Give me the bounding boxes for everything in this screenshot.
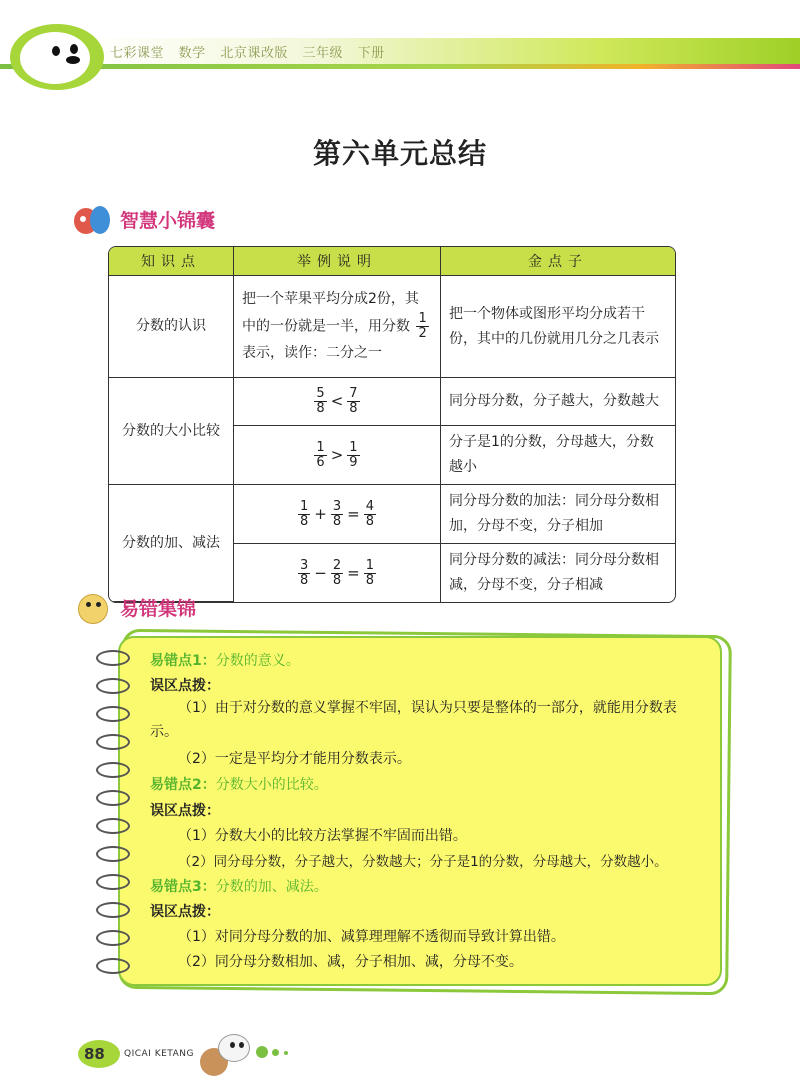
knowledge-point-cell: 分数的认识 (109, 276, 234, 378)
page-title: 第六单元总结 (312, 137, 487, 170)
example-cell (234, 426, 441, 485)
tip-cell: 把一个物体或图形平均分成若干份，其中的几份就用几分之几表示 (441, 276, 675, 378)
hint-item: （1）对同分母分数的加、减算理理解不透彻而导致计算出错。 (178, 929, 565, 945)
header-brand: 七彩课堂 (110, 46, 165, 61)
spiral-ring-icon (96, 678, 130, 694)
spiral-ring-icon (96, 958, 130, 974)
footer-mascot-icon (196, 1032, 252, 1078)
table-row (109, 485, 675, 544)
hint-label: 误区点拨： (150, 904, 220, 920)
tip-cell: 同分母分数的加法：同分母分数相加，分母不变，分子相加 (441, 485, 675, 544)
example-cell (234, 485, 441, 544)
spiral-ring-icon (96, 846, 130, 862)
fraction: $\frac{7}{8}$ (349, 386, 358, 416)
fraction: $\frac{3}{8}$ (332, 498, 342, 529)
knowledge-point-cell: 分数的大小比较 (109, 378, 234, 485)
fraction: $\frac{1}{8}$ (365, 557, 374, 588)
table-row (109, 276, 675, 378)
footer-dot-icon (272, 1049, 279, 1056)
section-errors-heading (72, 590, 196, 624)
fraction: $\frac{3}{8}$ (300, 557, 309, 588)
operator: − (314, 563, 327, 582)
footer-brand: QICAI KETANG (124, 1049, 194, 1059)
table-header-cell: 金点子 (441, 247, 675, 276)
tip-cell: 同分母分数，分子越大，分数越大 (441, 378, 675, 426)
mascot-eye-icon (70, 44, 78, 54)
table-row (109, 378, 675, 426)
spiral-binding (96, 650, 140, 980)
equals-sign: = (347, 563, 360, 582)
spiral-ring-icon (96, 706, 130, 722)
hint-item: （2）同分母分数相加、减，分子相加、减，分母不变。 (178, 954, 523, 970)
fraction: $\frac{4}{8}$ (365, 498, 374, 529)
header-rule (0, 64, 800, 69)
error-point-1: 易错点1：分数的意义。 (150, 653, 300, 669)
example-text: 把一个苹果平均分成2份，其中的一份就是一半，用分数 (242, 291, 419, 335)
table-header-cell: 举例说明 (234, 247, 441, 276)
spiral-ring-icon (96, 762, 130, 778)
error-point-2: 易错点2：分数大小的比较。 (150, 777, 328, 793)
hint-item: （1）由于对分数的意义掌握不牢固，误认为只要是整体的一部分，就能用分数表示。 (150, 700, 677, 740)
footer-dot-icon (284, 1051, 288, 1055)
header-grade: 三年级 (302, 46, 343, 61)
section-knowledge-title: 智慧小锦囊 (120, 209, 216, 232)
header-subject: 数学 (178, 46, 206, 61)
operator: < (330, 392, 344, 410)
hint-item: （2）一定是平均分才能用分数表示。 (178, 751, 411, 767)
section-errors-title: 易错集锦 (120, 597, 197, 620)
mascot-nose-icon (66, 56, 80, 64)
spiral-ring-icon (96, 734, 130, 750)
header-term: 下册 (357, 46, 385, 61)
knowledge-point-cell: 分数的加、减法 (109, 485, 234, 602)
spiral-ring-icon (96, 818, 130, 834)
example-cell (234, 378, 441, 426)
spiral-ring-icon (96, 650, 130, 666)
example-cell (234, 276, 441, 378)
mascot-eye-icon (52, 46, 60, 56)
section-knowledge-heading (72, 202, 215, 236)
operator: > (330, 445, 344, 464)
table-header-cell: 知识点 (109, 247, 234, 276)
fraction: $\frac{2}{8}$ (332, 557, 342, 588)
fraction: $\frac{1}{6}$ (316, 439, 325, 470)
header-edition: 北京课改版 (220, 46, 288, 61)
fraction: $\frac{1}{8}$ (300, 498, 309, 529)
spiral-ring-icon (96, 930, 130, 946)
example-cell (234, 544, 441, 602)
footer-dot-icon (256, 1046, 268, 1058)
knowledge-table (108, 246, 676, 603)
hint-item: （2）同分母分数，分子越大，分数越大；分子是1的分数，分母越大，分数越小。 (178, 854, 668, 870)
hint-label: 误区点拨： (150, 678, 220, 694)
fraction: $\frac{1}{2}$ (418, 311, 427, 341)
tip-cell: 分子是1的分数，分母越大，分数越小 (441, 426, 675, 485)
spiral-ring-icon (96, 874, 130, 890)
operator: + (314, 504, 327, 523)
page-number: 88 (84, 1045, 105, 1063)
fraction: $\frac{5}{8}$ (316, 386, 325, 416)
equals-sign: = (347, 504, 360, 523)
table-header-row (109, 247, 675, 276)
money-bag-icon (72, 202, 114, 236)
error-point-3: 易错点3：分数的加、减法。 (150, 879, 328, 895)
hint-label: 误区点拨： (150, 803, 220, 819)
example-text: 表示，读作：二分之一 (242, 345, 382, 361)
tip-cell: 同分母分数的减法：同分母分数相减，分母不变，分子相减 (449, 552, 659, 593)
spiral-ring-icon (96, 790, 130, 806)
hint-item: （1）分数大小的比较方法掌握不牢固而出错。 (178, 828, 467, 844)
fraction: $\frac{1}{9}$ (349, 439, 358, 470)
spiral-ring-icon (96, 902, 130, 918)
mascot-character-icon (72, 590, 114, 624)
header-series (110, 42, 395, 61)
